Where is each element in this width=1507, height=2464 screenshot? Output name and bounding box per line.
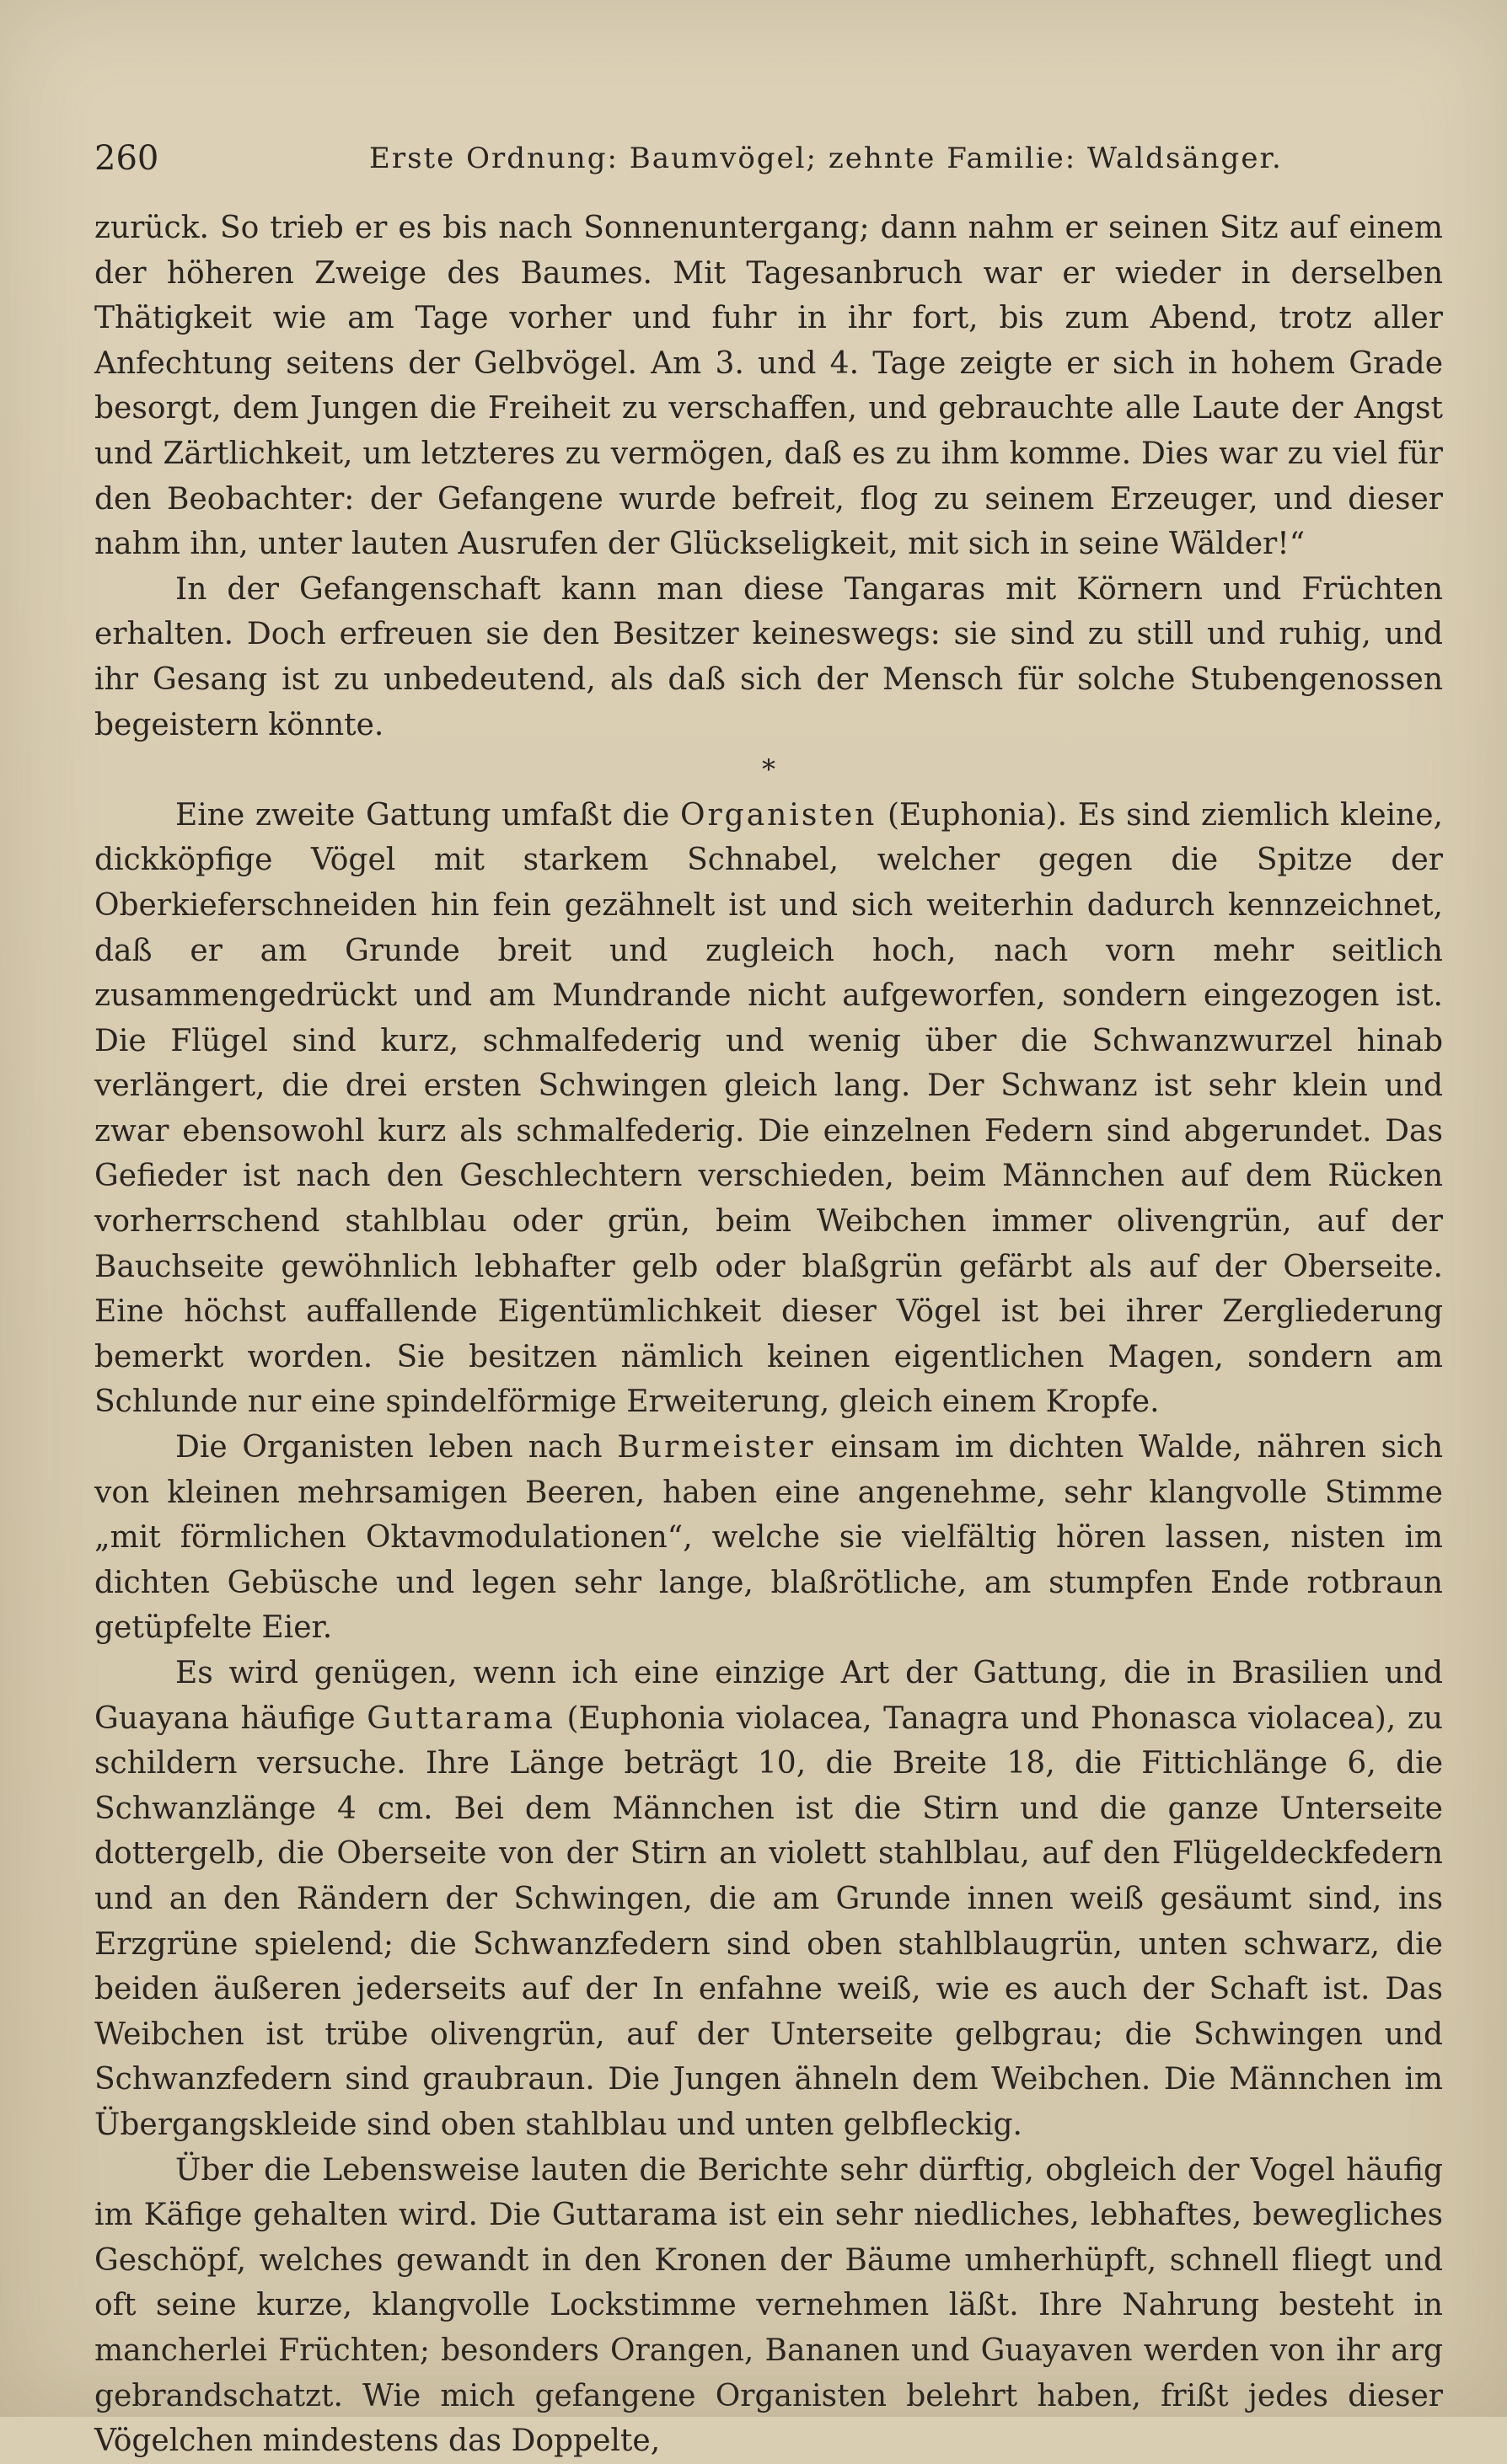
- body-text: [94, 206, 1443, 2464]
- genus-latin-name: (Euphonia): [887, 797, 1058, 833]
- paragraph-captivity: In der Gefangenschaft kann man diese Tangaras mit Körnern und Früchten erhalten. Doch erfreuen sie den Besitzer keineswegs: sie sind zu still und ruhig, und ihr Gesang ist zu unbedeutend, als daß sich der Mensch für solche Stubengenossen begeistern könnte.: [94, 571, 1443, 742]
- paragraph-genus-euphonia: [94, 793, 1443, 1425]
- text-run: . Es sind ziemlich kleine, dickköpfige Vögel mit starkem Schnabel, welcher gegen die Spitze der Oberkieferschneiden hin fein gezähnelt ist und sich weiterhin dadurch kennzeichnet, daß er am Grunde breit und zugleich hoch, nach vorn mehr seitlich zusammengedrückt und am Mundrande nicht aufgeworfen, sondern eingezogen ist. Die Flügel sind kurz, schmalfederig und wenig über die Schwanzwurzel hinab verlängert, die drei ersten Schwingen gleich lang. Der Schwanz ist sehr klein und zwar ebensowohl kurz als schmalfederig. Die einzelnen Federn sind abgerundet. Das Gefieder ist nach den Geschlechtern verschieden, beim Männchen auf dem Rücken vorherrschend stahlblau oder grün, beim Weibchen immer olivengrün, auf der Bauchseite gewöhnlich lebhafter gelb oder blaßgrün gefärbt als auf der Oberseite. Eine höchst auffallende Eigentümlichkeit dieser Vögel ist bei ihrer Zergliederung bemerkt worden. Sie besitzen nämlich keinen eigentlichen Magen, sondern am Schlunde nur eine spindelförmige Erweiterung, gleich einem Kropfe.: [94, 797, 1443, 1420]
- page-number: 260: [94, 139, 159, 178]
- species-name: Guttarama: [367, 1701, 555, 1736]
- paragraph-guttarama: [94, 1651, 1443, 2148]
- text-run: Es wird genügen, wenn ich eine einzige Art der Gattung, die in Brasilien und Guayana häufige: [94, 1656, 1443, 1736]
- paragraph-continued: zurück. So trieb er es bis nach Sonnenuntergang; dann nahm er seinen Sitz auf einem der höheren Zweige des Baumes. Mit Tagesanbruch war er wieder in derselben Thätigkeit wie am Tage vorher und fuhr in ihr fort, bis zum Abend, trotz aller Anfechtung seitens der Gelbvögel. Am 3. und 4. Tage zeigte er sich in hohem Grade besorgt, dem Jungen die Freiheit zu verschaffen, und gebrauchte alle Laute der Angst und Zärtlichkeit, um letzteres zu vermögen, daß es zu ihm komme. Dies war zu viel für den Beobachter: der Gefangene wurde befreit, flog zu seinem Erzeuger, und dieser nahm ihn, unter lauten Ausrufen der Glückseligkeit, mit sich in seine Wälder!“: [94, 211, 1443, 562]
- text-run: Eine zweite Gattung umfaßt die: [175, 797, 680, 833]
- species-synonyms: (Euphonia violacea, Tanagra und Phonasca violacea): [555, 1701, 1386, 1736]
- section-separator: *: [762, 753, 775, 786]
- paragraph-lebensweise: Über die Lebensweise lauten die Berichte sehr dürftig, obgleich der Vogel häufig im Käfige gehalten wird. Die Guttarama ist ein sehr niedliches, lebhaftes, bewegliches Geschöpf, welches gewandt in den Kronen der Bäume umherhüpft, schnell fliegt und oft seine kurze, klangvolle Lockstimme vernehmen läßt. Ihre Nahrung besteht in mancherlei Früchten; besonders Orangen, Bananen und Guayaven werden von ihr arg gebrandschatzt. Wie mich gefangene Organisten belehrt haben, frißt jedes dieser Vögelchen mindestens das Doppelte,: [94, 2152, 1443, 2459]
- running-head: [94, 135, 1443, 182]
- genus-name: Organisten: [679, 797, 877, 833]
- paragraph-organisten-habits: [94, 1425, 1443, 1651]
- text-run: einsam im dichten Walde, nähren sich von kleinen mehrsamigen Beeren, haben eine angenehme, sehr klangvolle Stimme „mit förmlichen Oktavmodulationen“, welche sie vielfältig hören lassen, nisten im dichten Gebüsche und legen sehr lange, blaßrötliche, am stumpfen Ende rotbraun getüpfelte Eier.: [94, 1430, 1444, 1646]
- running-title: Erste Ordnung: Baumvögel; zehnte Familie: Waldsänger.: [369, 142, 1283, 175]
- text-run: Die Organisten leben nach: [175, 1430, 618, 1465]
- author-name: Burmeister: [617, 1430, 816, 1465]
- text-run: , zu schildern versuche. Ihre Länge beträgt 10, die Breite 18, die Fittichlänge 6, die Schwanzlänge 4 cm. Bei dem Männchen ist die Stirn und die ganze Unterseite dottergelb, die Oberseite von der Stirn an violett stahlblau, auf den Flügeldeckfedern und an den Rändern der Schwingen, die am Grunde innen weiß gesäumt sind, ins Erzgrüne spielend; die Schwanzfedern sind oben stahlblaugrün, unten schwarz, die beiden äußeren jederseits auf der In enfahne weiß, wie es auch der Schaft ist. Das Weibchen ist trübe olivengrün, auf der Unterseite gelbgrau; die Schwingen und Schwanzfedern sind graubraun. Die Jungen ähneln dem Weibchen. Die Männchen im Übergangskleide sind oben stahlblau und unten gelbfleckig.: [94, 1701, 1444, 2142]
